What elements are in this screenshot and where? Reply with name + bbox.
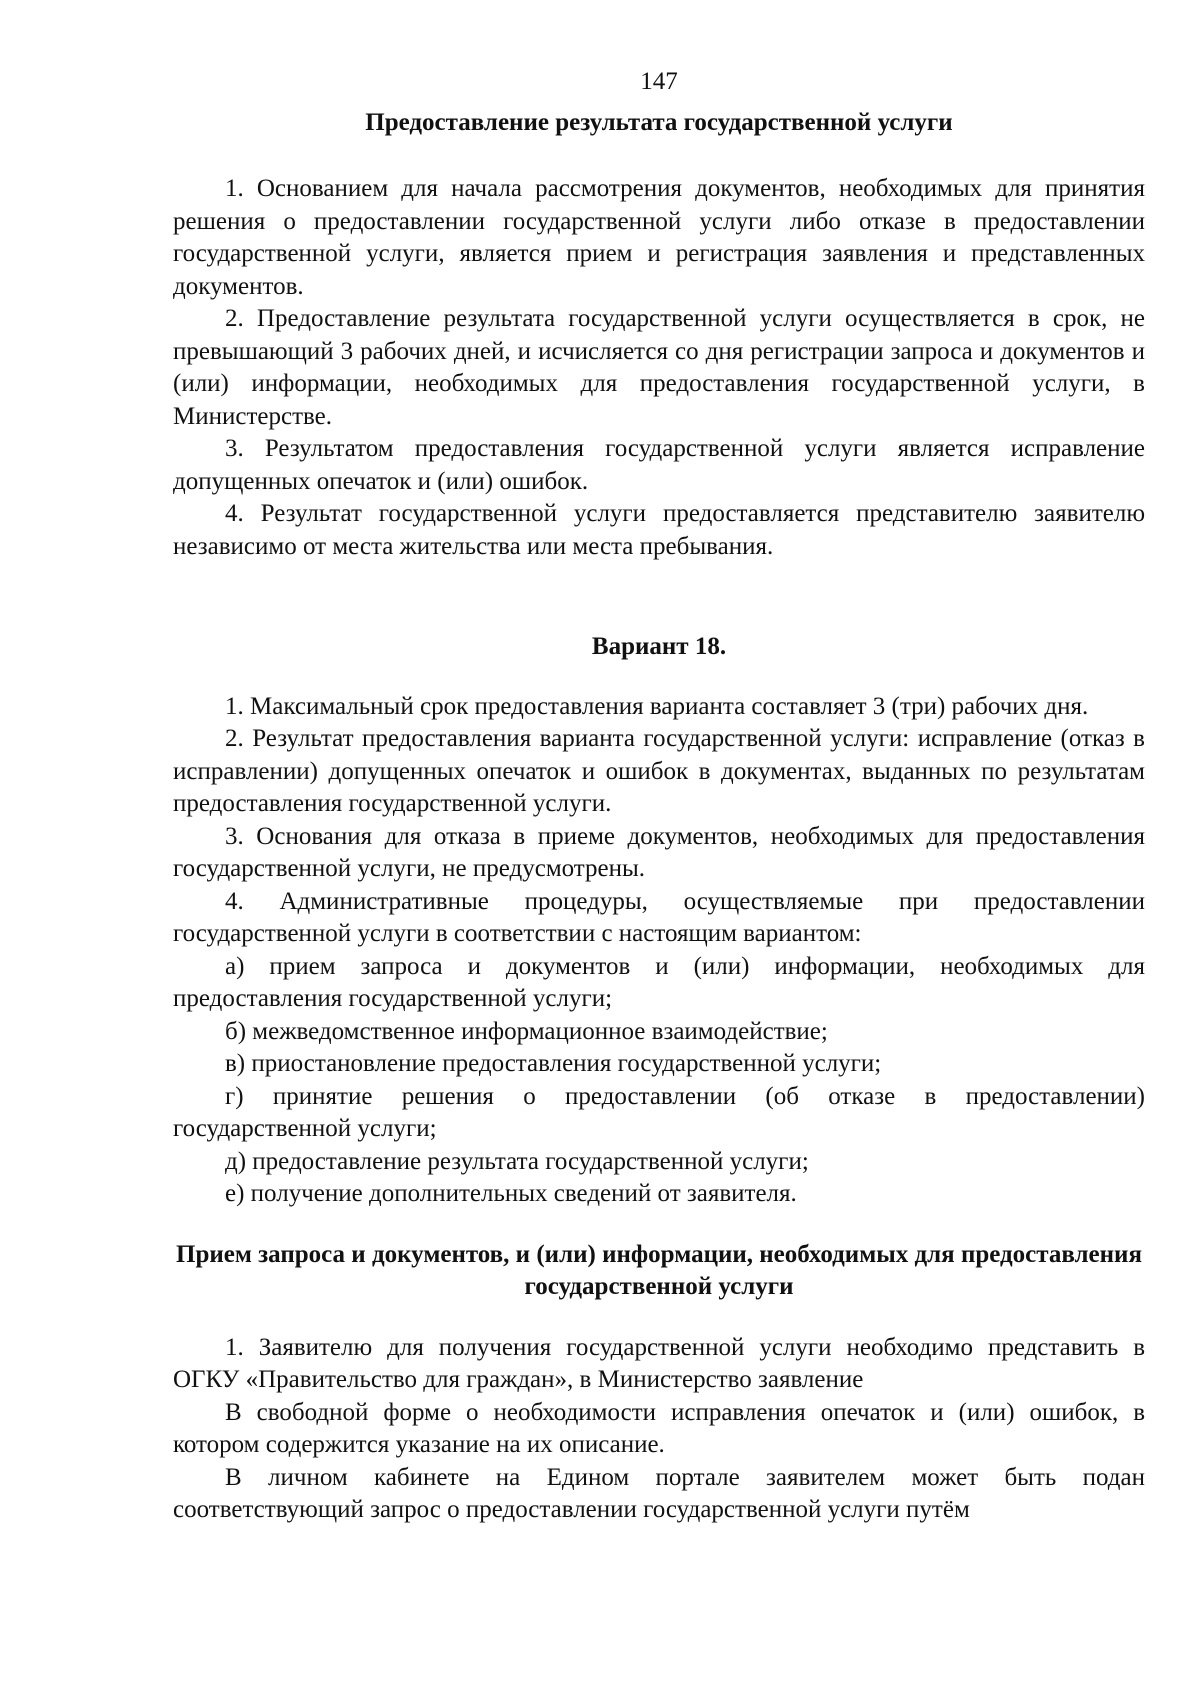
section-heading-variant: Вариант 18. <box>591 633 727 660</box>
list-item: г) принятие решения о предоставлении (об отказе в предоставлении) государственной услуги; <box>173 1082 1145 1142</box>
paragraph: 1. Заявителю для получения государственной услуги необходимо представить в ОГКУ «Правительство для граждан», в Министерство заявление <box>173 1333 1145 1393</box>
paragraph: 2. Предоставление результата государственной услуги осуществляется в срок, не превышающий 3 рабочих дней, и исчисляется со дня регистрации запроса и документов и (или) информации, необходимых для предоставления государственной услуги, в Министерстве. <box>173 305 1145 430</box>
list-item: б) межведомственное информационное взаимодействие; <box>225 1017 828 1045</box>
paragraph: В свободной форме о необходимости исправления опечаток и (или) ошибок, в котором содержится указание на их описание. <box>173 1398 1145 1458</box>
page-content <box>173 66 1145 1527</box>
section-heading-result: Предоставление результата государственной услуги <box>365 108 953 136</box>
page-number: 147 <box>640 68 678 95</box>
paragraph: 1. Максимальный срок предоставления варианта составляет 3 (три) рабочих дня. <box>225 692 1089 720</box>
paragraph: 3. Основания для отказа в приеме документов, необходимых для предоставления государственной услуги, не предусмотрены. <box>173 822 1145 882</box>
list-item: е) получение дополнительных сведений от заявителя. <box>225 1180 797 1207</box>
section-heading-reception: Прием запроса и документов, и (или) информации, необходимых для предоставления государственной услуги <box>176 1240 1142 1300</box>
paragraph: 1. Основанием для начала рассмотрения документов, необходимых для принятия решения о предоставлении государственной услуги либо отказе в предоставлении государственной услуги, является прием и регистрация заявления и представленных документов. <box>173 175 1145 300</box>
paragraph: 3. Результатом предоставления государственной услуги является исправление допущенных опечаток и (или) ошибок. <box>173 435 1145 495</box>
paragraph: 4. Результат государственной услуги предоставляется представителю заявителю независимо от места жительства или места пребывания. <box>173 500 1145 560</box>
paragraph: 2. Результат предоставления варианта государственной услуги: исправление (отказ в исправлении) допущенных опечаток и ошибок в документах, выданных по результатам предоставления государственной услуги. <box>173 725 1145 817</box>
list-item: д) предоставление результата государственной услуги; <box>225 1147 809 1175</box>
list-item: а) прием запроса и документов и (или) информации, необходимых для предоставления государственной услуги; <box>173 952 1145 1012</box>
section-spacer <box>173 563 1145 589</box>
paragraph: В личном кабинете на Едином портале заявителем может быть подан соответствующий запрос о предоставлении государственной услуги путём <box>173 1463 1145 1523</box>
list-item: в) приостановление предоставления государственной услуги; <box>225 1050 882 1077</box>
paragraph: 4. Административные процедуры, осуществляемые при предоставлении государственной услуги в соответствии с настоящим вариантом: <box>173 887 1145 947</box>
